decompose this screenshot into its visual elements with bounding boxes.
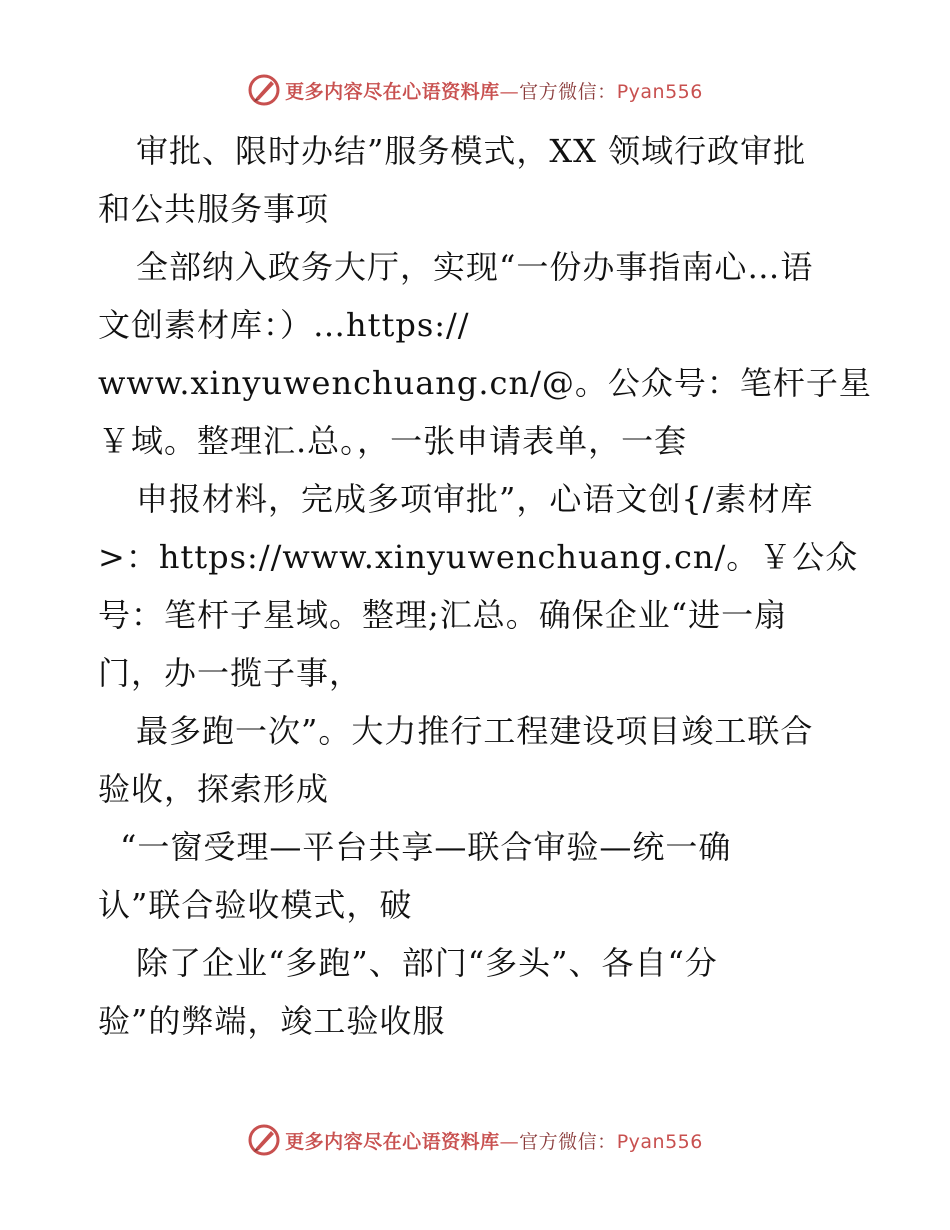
text-line: 门，办一揽子事， <box>98 654 363 692</box>
text-line: 申报材料，完成多项审批”，心语文创{/素材库 <box>136 480 814 518</box>
quill-pen-logo-icon <box>247 1123 281 1157</box>
quill-pen-logo-icon <box>247 73 281 107</box>
banner-wechat-label: 官方微信： <box>519 80 617 103</box>
text-line: 除了企业“多跑”、部门“多头”、各自“分 <box>136 944 718 982</box>
text-line: >：https://www.xinyuwenchuang.cn/。￥公众 <box>98 538 859 576</box>
text-line: 验”的弊端，竣工验收服 <box>98 1002 446 1040</box>
document-body <box>98 122 872 1050</box>
text-line: 号：笔杆子星域。整理;汇总。确保企业“进一扇 <box>98 596 788 634</box>
banner-text <box>285 77 703 104</box>
banner-site-text: 更多内容尽在心语资料库 <box>285 1130 500 1153</box>
text-line: 最多跑一次”。大力推行工程建设项目竣工联合 <box>136 712 814 750</box>
banner-text <box>285 1127 703 1154</box>
footer-banner <box>0 1120 950 1160</box>
header-banner <box>0 70 950 110</box>
text-line: www.xinyuwenchuang.cn/@。公众号：笔杆子星 <box>98 364 872 402</box>
text-line: ￥域。整理汇.总。，一张申请表单，一套 <box>98 422 688 460</box>
text-line: 审批、限时办结”服务模式，XX 领域行政审批 <box>136 132 807 170</box>
banner-site-text: 更多内容尽在心语资料库 <box>285 80 500 103</box>
banner-wechat-handle: Pyan556 <box>616 1130 703 1153</box>
text-line: “一窗受理—平台共享—联合审验—统一确 <box>120 828 732 866</box>
text-line: 验收，探索形成 <box>98 770 330 808</box>
text-line: 文创素材库：）…https:// <box>98 306 470 344</box>
text-line: 和公共服务事项 <box>98 190 330 228</box>
text-line: 全部纳入政务大厅，实现“一份办事指南心…语 <box>136 248 814 286</box>
banner-dash: — <box>499 1130 520 1153</box>
banner-dash: — <box>499 80 520 103</box>
banner-wechat-handle: Pyan556 <box>616 80 703 103</box>
banner-wechat-label: 官方微信： <box>519 1130 617 1153</box>
text-line: 认”联合验收模式，破 <box>98 886 413 924</box>
